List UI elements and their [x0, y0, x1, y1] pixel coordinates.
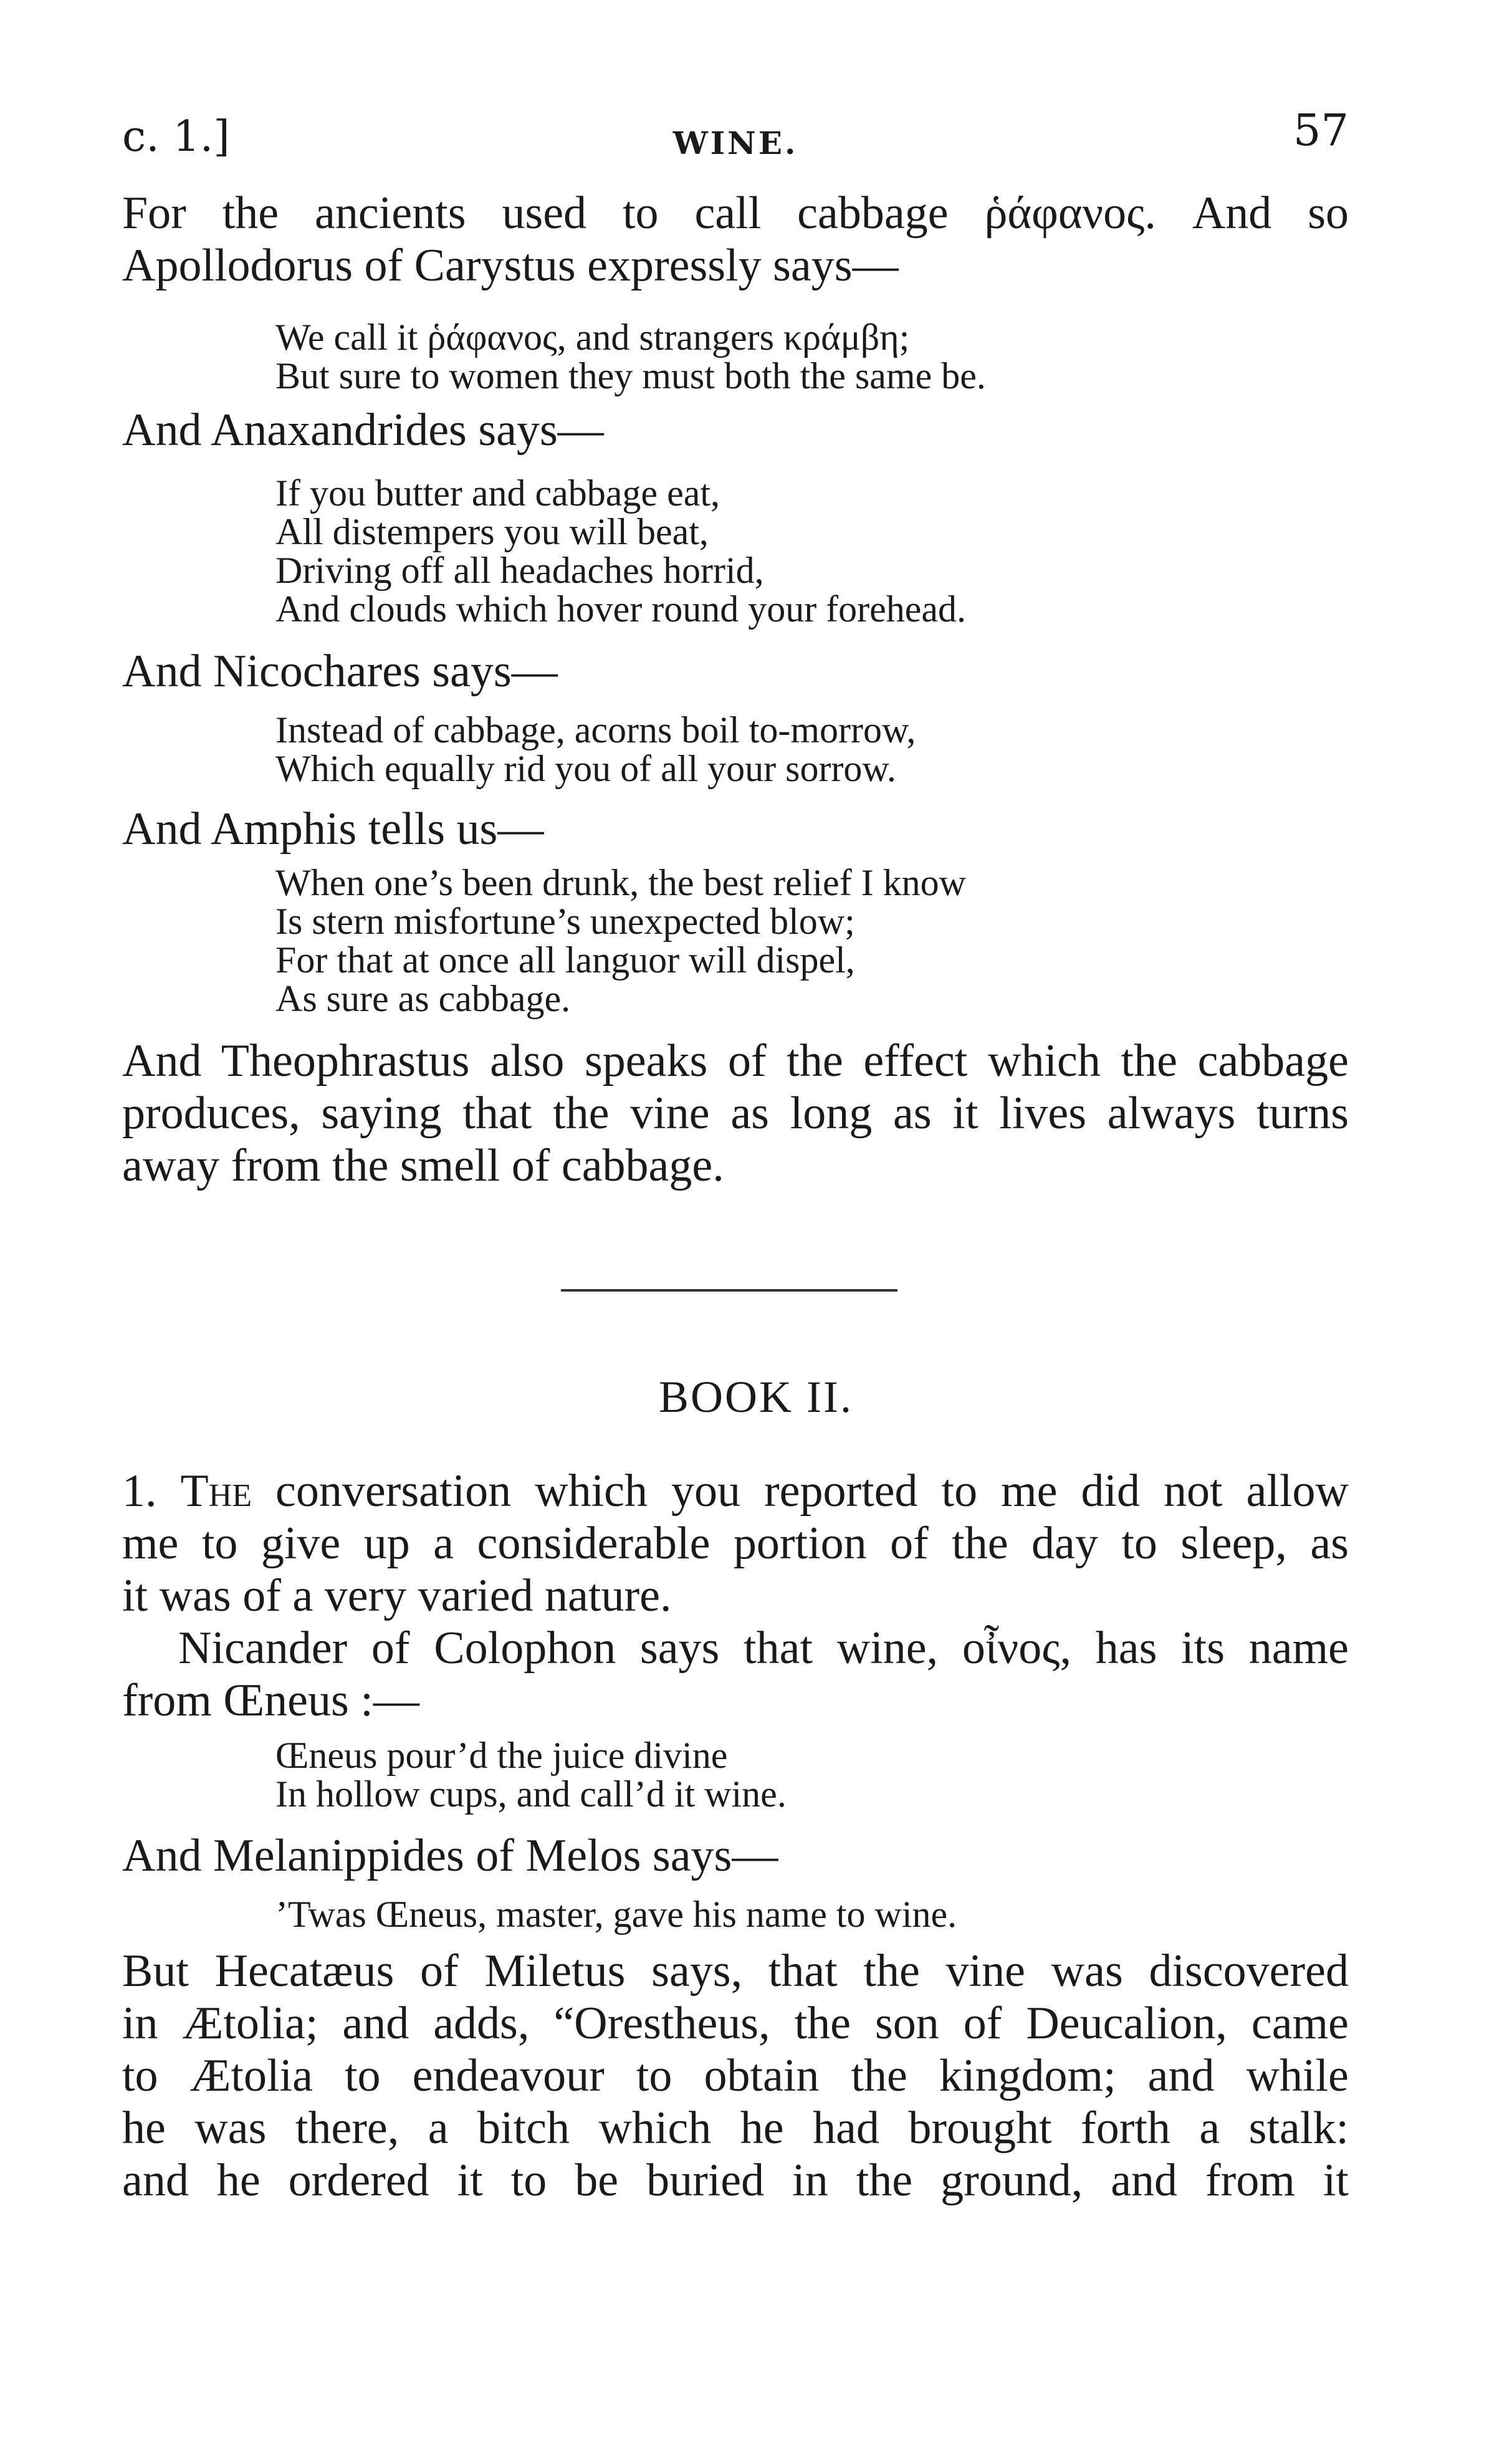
verse-line: We call it ῥάφανος, and strangers κράμβη;: [275, 317, 910, 358]
text-line: Apollodorus of Carystus expressly says—: [122, 240, 899, 291]
section-divider: [561, 1289, 897, 1292]
text-line: me to give up a considerable portion of the day to sleep, as: [122, 1518, 1349, 1569]
verse-line: Œneus pour’d the juice divine: [275, 1735, 728, 1776]
verse-amphis: [275, 863, 1335, 1018]
text-line: from Œneus :—: [122, 1675, 419, 1726]
verse-line: If you butter and cabbage eat,: [275, 473, 720, 514]
text-line: And Amphis tells us—: [122, 804, 544, 855]
text-line: [122, 1465, 1349, 1517]
text-line: And Melanippides of Melos says—: [122, 1830, 778, 1881]
verse-line: And clouds which hover round your forehead.: [275, 588, 967, 630]
verse-line: Instead of cabbage, acorns boil to-morrow,: [275, 709, 916, 751]
paragraph-theophrastus: [122, 1035, 1349, 1192]
book-heading: BOOK II.: [659, 1372, 853, 1422]
text-line: to Ætolia to endeavour to obtain the kingdom; and while: [122, 2050, 1349, 2101]
verse-line: In hollow cups, and call’d it wine.: [275, 1773, 787, 1815]
verse-melanippides: [275, 1895, 1335, 1934]
verse-anaxandrides: [275, 474, 1335, 628]
paragraph-melanippides: [122, 1830, 1349, 1882]
verse-line: As sure as cabbage.: [275, 978, 571, 1019]
paragraph-hecataeus: [122, 1945, 1349, 2207]
text-line: he was there, a bitch which he had brought forth a stalk:: [122, 2103, 1349, 2154]
verse-line: Is stern misfortune’s unexpected blow;: [275, 901, 855, 942]
text-line: produces, saying that the vine as long as it lives always turns: [122, 1088, 1349, 1139]
text-fragment: conversation which you reported to me did not allow: [275, 1466, 1349, 1517]
page-number: 57: [1293, 105, 1349, 156]
text-line: in Ætolia; and adds, “Orestheus, the son of Deucalion, came: [122, 1998, 1349, 2049]
text-line: And Anaxandrides says—: [122, 405, 604, 456]
verse-line: But sure to women they must both the same be.: [275, 355, 986, 396]
text-line: And Nicochares says—: [122, 646, 558, 697]
verse-nicochares: [275, 711, 1335, 788]
verse-line: When one’s been drunk, the best relief I know: [275, 862, 966, 903]
running-header: [122, 94, 1349, 162]
text-line: and he ordered it to be buried in the ground, and from it: [122, 2155, 1349, 2206]
paragraph-cabbage-intro: [122, 187, 1349, 292]
text-line: it was of a very varied nature.: [122, 1570, 672, 1621]
verse-line: Driving off all headaches horrid,: [275, 550, 764, 591]
verse-line: All distempers you will beat,: [275, 511, 709, 552]
running-title: WINE.: [672, 125, 798, 161]
paragraph-nicander: [122, 1622, 1349, 1727]
paragraph-chapter-one: [122, 1465, 1349, 1622]
text-line: Nicander of Colophon says that wine, οἶνος, has its name: [178, 1623, 1349, 1674]
text-line: But Hecatæus of Miletus says, that the vine was discovered: [122, 1945, 1349, 1997]
verse-line: Which equally rid you of all your sorrow.: [275, 748, 896, 789]
section-marker: c. 1.]: [122, 112, 230, 161]
paragraph-nicochares: [122, 645, 1349, 698]
verse-oeneus: [275, 1736, 1335, 1813]
chapter-number: 1.: [122, 1466, 157, 1517]
text-line: away from the smell of cabbage.: [122, 1140, 724, 1191]
text-line: For the ancients used to call cabbage ῥάφανος. And so: [122, 188, 1349, 239]
first-word: The: [180, 1466, 252, 1517]
verse-line: ’Twas Œneus, master, gave his name to wine.: [275, 1894, 957, 1935]
verse-line: For that at once all languor will dispel,: [275, 939, 855, 981]
paragraph-amphis: [122, 803, 1349, 855]
text-line: And Theophrastus also speaks of the effect which the cabbage: [122, 1035, 1349, 1087]
paragraph-anaxandrides: [122, 404, 1349, 456]
verse-apollodorus: [275, 318, 1335, 395]
